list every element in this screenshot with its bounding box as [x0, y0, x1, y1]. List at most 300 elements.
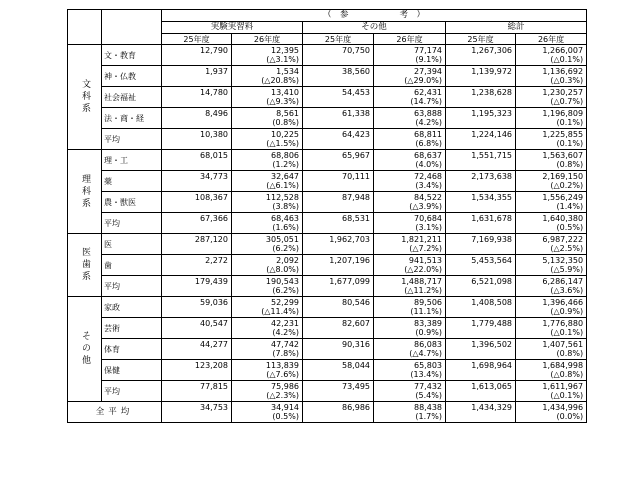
field-label: 芸術	[102, 318, 162, 339]
table-row	[68, 45, 587, 66]
value-cell	[446, 108, 516, 129]
value-cell	[162, 276, 232, 297]
amount-value: 68,531	[342, 214, 370, 223]
amount-value: 61,338	[342, 109, 370, 118]
amount-value: 84,522	[414, 193, 442, 202]
change-rate	[446, 76, 512, 85]
year-header-26: 26年度	[232, 34, 303, 45]
field-label: 平均	[102, 129, 162, 150]
amount-value: 1,640,380	[542, 214, 584, 223]
amount-value: 8,561	[276, 109, 299, 118]
change-rate: (1.7%)	[415, 412, 442, 421]
change-rate: (△20.8%)	[261, 76, 299, 85]
amount-value: 1,534	[276, 67, 299, 76]
table-row	[68, 276, 587, 297]
group-name: 医歯系	[80, 247, 90, 283]
table-row	[68, 381, 587, 402]
change-rate	[446, 160, 512, 169]
amount-value: 72,468	[414, 172, 442, 181]
amount-value: 80,546	[342, 298, 370, 307]
amount-value: 190,543	[265, 277, 299, 286]
amount-value: 73,495	[342, 382, 370, 391]
value-cell	[232, 66, 303, 87]
amount-value: 34,753	[200, 403, 228, 412]
change-rate	[303, 97, 370, 106]
change-rate: (△5.9%)	[550, 265, 584, 274]
value-cell	[232, 276, 303, 297]
amount-value: 68,463	[271, 214, 299, 223]
change-rate	[446, 328, 512, 337]
value-cell	[303, 45, 374, 66]
field-label: 薬	[102, 171, 162, 192]
change-rate	[162, 202, 228, 211]
value-cell	[162, 318, 232, 339]
change-rate	[446, 118, 512, 127]
group-label	[68, 45, 102, 150]
value-cell	[162, 381, 232, 402]
amount-value: 89,506	[414, 298, 442, 307]
change-rate: (1.6%)	[272, 223, 299, 232]
value-cell	[446, 360, 516, 381]
amount-value: 1,196,809	[542, 109, 584, 118]
amount-value: 65,803	[414, 361, 442, 370]
value-cell	[516, 234, 587, 255]
change-rate	[446, 55, 512, 64]
amount-value: 83,389	[414, 319, 442, 328]
change-rate: (6.8%)	[415, 139, 442, 148]
change-rate	[162, 139, 228, 148]
value-cell	[303, 297, 374, 318]
value-cell	[303, 108, 374, 129]
amount-value: 1,230,257	[542, 88, 584, 97]
value-cell	[303, 192, 374, 213]
table-row	[68, 66, 587, 87]
change-rate: (△0.7%)	[550, 97, 584, 106]
change-rate: (9.1%)	[415, 55, 442, 64]
value-cell	[516, 402, 587, 423]
amount-value: 13,410	[271, 88, 299, 97]
amount-value: 1,434,329	[471, 403, 512, 412]
amount-value: 8,496	[205, 109, 228, 118]
value-cell	[232, 213, 303, 234]
table-row	[68, 255, 587, 276]
value-cell	[162, 192, 232, 213]
amount-value: 27,394	[414, 67, 442, 76]
change-rate: (3.8%)	[272, 202, 299, 211]
change-rate: (0.5%)	[556, 223, 584, 232]
value-cell	[303, 234, 374, 255]
table-row	[68, 129, 587, 150]
value-cell	[516, 66, 587, 87]
value-cell	[516, 192, 587, 213]
change-rate: (13.4%)	[410, 370, 442, 379]
change-rate: (△2.3%)	[266, 391, 299, 400]
change-rate: (4.2%)	[415, 118, 442, 127]
corner-cell-2	[102, 10, 162, 45]
year-header-25: 25年度	[303, 34, 374, 45]
value-cell	[374, 45, 446, 66]
change-rate: (4.2%)	[272, 328, 299, 337]
value-cell	[162, 129, 232, 150]
col-group-other: その他	[303, 22, 446, 34]
value-cell	[303, 171, 374, 192]
value-cell	[232, 360, 303, 381]
value-cell	[232, 381, 303, 402]
value-cell	[446, 276, 516, 297]
change-rate: (0.5%)	[272, 412, 299, 421]
change-rate: (3.4%)	[415, 181, 442, 190]
amount-value: 70,684	[414, 214, 442, 223]
amount-value: 70,111	[342, 172, 370, 181]
amount-value: 1,488,717	[401, 277, 442, 286]
change-rate	[446, 202, 512, 211]
change-rate: (△0.1%)	[550, 328, 584, 337]
change-rate	[162, 160, 228, 169]
value-cell	[446, 234, 516, 255]
change-rate	[162, 181, 228, 190]
value-cell	[303, 255, 374, 276]
value-cell	[374, 87, 446, 108]
field-label: 平均	[102, 381, 162, 402]
value-cell	[374, 171, 446, 192]
value-cell	[374, 276, 446, 297]
change-rate: (△1.5%)	[266, 139, 299, 148]
change-rate	[162, 244, 228, 253]
value-cell	[162, 339, 232, 360]
change-rate: (6.2%)	[272, 286, 299, 295]
amount-value: 10,225	[271, 130, 299, 139]
value-cell	[516, 87, 587, 108]
change-rate: (△8.0%)	[266, 265, 299, 274]
fee-table-sheet	[67, 9, 586, 423]
change-rate: (4.0%)	[415, 160, 442, 169]
value-cell	[446, 150, 516, 171]
amount-value: 12,790	[200, 46, 228, 55]
amount-value: 941,513	[408, 256, 442, 265]
amount-value: 68,806	[271, 151, 299, 160]
change-rate: (0.1%)	[556, 139, 584, 148]
value-cell	[232, 255, 303, 276]
field-label: 社会福祉	[102, 87, 162, 108]
change-rate	[303, 118, 370, 127]
amount-value: 1,225,855	[542, 130, 584, 139]
amount-value: 305,051	[265, 235, 299, 244]
value-cell	[162, 150, 232, 171]
amount-value: 12,395	[271, 46, 299, 55]
table-row	[68, 234, 587, 255]
amount-value: 34,914	[271, 403, 299, 412]
amount-value: 1,631,678	[471, 214, 512, 223]
amount-value: 1,779,488	[471, 319, 512, 328]
amount-value: 179,439	[194, 277, 228, 286]
change-rate: (△3.9%)	[409, 202, 442, 211]
amount-value: 64,423	[342, 130, 370, 139]
value-cell	[516, 339, 587, 360]
change-rate	[162, 349, 228, 358]
change-rate	[162, 307, 228, 316]
amount-value: 5,132,350	[542, 256, 584, 265]
value-cell	[374, 255, 446, 276]
value-cell	[162, 402, 232, 423]
change-rate: (△9.3%)	[266, 97, 299, 106]
change-rate: (6.2%)	[272, 244, 299, 253]
value-cell	[446, 213, 516, 234]
amount-value: 14,780	[200, 88, 228, 97]
change-rate	[162, 76, 228, 85]
change-rate	[303, 307, 370, 316]
value-cell	[446, 339, 516, 360]
value-cell	[446, 297, 516, 318]
amount-value: 1,551,715	[471, 151, 512, 160]
value-cell	[232, 45, 303, 66]
value-cell	[446, 318, 516, 339]
change-rate: (△2.5%)	[550, 244, 584, 253]
value-cell	[303, 360, 374, 381]
change-rate	[446, 97, 512, 106]
amount-value: 75,986	[271, 382, 299, 391]
value-cell	[516, 360, 587, 381]
table-row	[68, 360, 587, 381]
group-label	[68, 234, 102, 297]
field-label: 保健	[102, 360, 162, 381]
change-rate	[446, 139, 512, 148]
amount-value: 1,613,065	[471, 382, 512, 391]
amount-value: 5,453,564	[471, 256, 512, 265]
field-label: 平均	[102, 276, 162, 297]
amount-value: 1,821,211	[401, 235, 442, 244]
amount-value: 1,962,703	[329, 235, 370, 244]
change-rate	[446, 370, 512, 379]
amount-value: 65,967	[342, 151, 370, 160]
value-cell	[162, 297, 232, 318]
amount-value: 68,015	[200, 151, 228, 160]
value-cell	[516, 213, 587, 234]
change-rate: (△3.6%)	[550, 286, 584, 295]
change-rate: (△0.2%)	[550, 181, 584, 190]
field-label: 医	[102, 234, 162, 255]
change-rate: (0.1%)	[556, 118, 584, 127]
value-cell	[162, 171, 232, 192]
amount-value: 52,299	[271, 298, 299, 307]
value-cell	[374, 234, 446, 255]
amount-value: 1,677,099	[329, 277, 370, 286]
table-row	[68, 171, 587, 192]
change-rate	[303, 244, 370, 253]
change-rate	[303, 412, 370, 421]
change-rate	[303, 202, 370, 211]
amount-value: 1,534,355	[471, 193, 512, 202]
fee-comparison-table	[67, 9, 587, 423]
table-row	[68, 297, 587, 318]
value-cell	[374, 381, 446, 402]
amount-value: 112,528	[265, 193, 299, 202]
change-rate	[162, 370, 228, 379]
total-row	[68, 402, 587, 423]
amount-value: 1,407,561	[542, 340, 584, 349]
field-label: 農・獣医	[102, 192, 162, 213]
amount-value: 87,948	[342, 193, 370, 202]
amount-value: 77,174	[414, 46, 442, 55]
change-rate: (△0.3%)	[550, 76, 584, 85]
change-rate	[446, 307, 512, 316]
amount-value: 77,432	[414, 382, 442, 391]
value-cell	[232, 402, 303, 423]
value-cell	[516, 297, 587, 318]
year-header-25: 25年度	[446, 34, 516, 45]
amount-value: 1,434,996	[542, 403, 584, 412]
value-cell	[516, 318, 587, 339]
amount-value: 62,431	[414, 88, 442, 97]
value-cell	[446, 87, 516, 108]
value-cell	[516, 108, 587, 129]
change-rate: (△0.9%)	[550, 307, 584, 316]
change-rate	[446, 286, 512, 295]
value-cell	[374, 213, 446, 234]
amount-value: 42,231	[271, 319, 299, 328]
amount-value: 2,169,150	[542, 172, 584, 181]
amount-value: 77,815	[200, 382, 228, 391]
year-header-25: 25年度	[162, 34, 232, 45]
change-rate: (△7.2%)	[409, 244, 442, 253]
col-group-lab-fee: 実験実習料	[162, 22, 303, 34]
change-rate	[162, 55, 228, 64]
value-cell	[374, 129, 446, 150]
amount-value: 108,367	[194, 193, 228, 202]
change-rate: (1.2%)	[272, 160, 299, 169]
change-rate: (0.9%)	[415, 328, 442, 337]
value-cell	[374, 66, 446, 87]
value-cell	[516, 45, 587, 66]
value-cell	[303, 402, 374, 423]
change-rate: (△29.0%)	[404, 76, 442, 85]
amount-value: 1,207,196	[329, 256, 370, 265]
amount-value: 1,776,880	[542, 319, 584, 328]
value-cell	[446, 381, 516, 402]
value-cell	[303, 87, 374, 108]
amount-value: 1,698,964	[471, 361, 512, 370]
value-cell	[374, 192, 446, 213]
change-rate	[303, 349, 370, 358]
value-cell	[303, 381, 374, 402]
value-cell	[232, 318, 303, 339]
value-cell	[232, 171, 303, 192]
group-name: 理科系	[80, 173, 90, 210]
amount-value: 34,773	[200, 172, 228, 181]
change-rate: (△3.1%)	[266, 55, 299, 64]
table-row	[68, 150, 587, 171]
group-name: 文科系	[80, 79, 90, 115]
amount-value: 63,888	[414, 109, 442, 118]
value-cell	[516, 129, 587, 150]
change-rate	[303, 328, 370, 337]
value-cell	[303, 339, 374, 360]
amount-value: 1,266,007	[542, 46, 584, 55]
value-cell	[516, 150, 587, 171]
amount-value: 1,396,502	[471, 340, 512, 349]
amount-value: 1,684,998	[542, 361, 584, 370]
change-rate: (△6.1%)	[266, 181, 299, 190]
amount-value: 2,173,638	[471, 172, 512, 181]
change-rate: (7.8%)	[272, 349, 299, 358]
amount-value: 6,286,147	[542, 277, 584, 286]
value-cell	[232, 87, 303, 108]
value-cell	[303, 66, 374, 87]
value-cell	[162, 87, 232, 108]
value-cell	[303, 213, 374, 234]
value-cell	[446, 66, 516, 87]
amount-value: 113,839	[265, 361, 299, 370]
field-label: 理・工	[102, 150, 162, 171]
amount-value: 287,120	[194, 235, 228, 244]
change-rate	[446, 223, 512, 232]
field-label: 平均	[102, 213, 162, 234]
change-rate	[446, 412, 512, 421]
value-cell	[374, 318, 446, 339]
amount-value: 44,277	[200, 340, 228, 349]
amount-value: 10,380	[200, 130, 228, 139]
value-cell	[374, 360, 446, 381]
change-rate: (5.4%)	[415, 391, 442, 400]
value-cell	[232, 297, 303, 318]
change-rate: (△0.8%)	[550, 370, 584, 379]
change-rate	[303, 181, 370, 190]
change-rate: (14.7%)	[410, 97, 442, 106]
field-label: 歯	[102, 255, 162, 276]
change-rate	[162, 223, 228, 232]
value-cell	[232, 129, 303, 150]
value-cell	[516, 255, 587, 276]
amount-value: 6,987,222	[542, 235, 584, 244]
amount-value: 86,986	[342, 403, 370, 412]
amount-value: 1,563,607	[542, 151, 584, 160]
change-rate: (△22.0%)	[404, 265, 442, 274]
amount-value: 1,238,628	[471, 88, 512, 97]
amount-value: 59,036	[200, 298, 228, 307]
total-label: 全平均	[68, 402, 162, 423]
amount-value: 1,136,692	[542, 67, 584, 76]
value-cell	[232, 339, 303, 360]
amount-value: 54,453	[342, 88, 370, 97]
amount-value: 88,438	[414, 403, 442, 412]
value-cell	[162, 360, 232, 381]
value-cell	[162, 255, 232, 276]
value-cell	[446, 45, 516, 66]
change-rate: (0.8%)	[556, 160, 584, 169]
change-rate	[162, 286, 228, 295]
change-rate	[303, 223, 370, 232]
value-cell	[446, 129, 516, 150]
change-rate	[303, 391, 370, 400]
amount-value: 1,396,466	[542, 298, 584, 307]
change-rate	[162, 118, 228, 127]
value-cell	[303, 129, 374, 150]
group-label	[68, 297, 102, 402]
field-label: 体育	[102, 339, 162, 360]
year-header-26: 26年度	[374, 34, 446, 45]
amount-value: 40,547	[200, 319, 228, 328]
amount-value: 1,224,146	[471, 130, 512, 139]
amount-value: 70,750	[342, 46, 370, 55]
change-rate	[303, 55, 370, 64]
amount-value: 1,267,306	[471, 46, 512, 55]
amount-value: 67,366	[200, 214, 228, 223]
amount-value: 82,607	[342, 319, 370, 328]
table-row	[68, 339, 587, 360]
value-cell	[446, 192, 516, 213]
change-rate	[162, 97, 228, 106]
amount-value: 32,647	[271, 172, 299, 181]
value-cell	[516, 381, 587, 402]
